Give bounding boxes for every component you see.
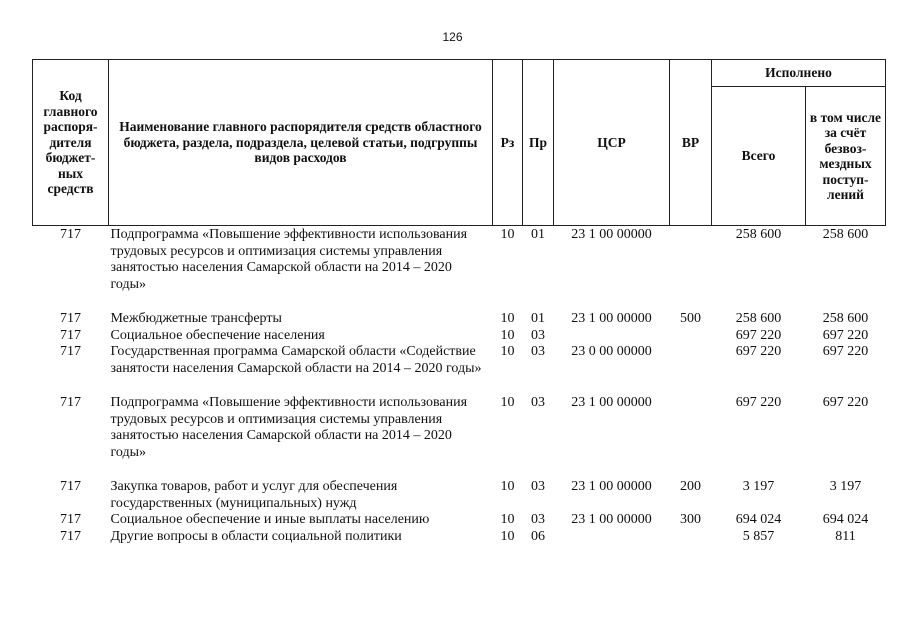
table-row: [33, 226, 886, 312]
cell-rz: 10: [500, 479, 515, 494]
cell-total: 5 857: [742, 528, 775, 544]
cell-csr: [554, 328, 670, 345]
cell-code: 717: [60, 512, 81, 527]
cell-rz: 10: [500, 395, 515, 410]
cell-pr: 03: [531, 479, 545, 494]
cell-code: 717: [60, 395, 81, 410]
cell-total: 694 024: [735, 512, 782, 527]
cell-csr: 23 1 00 00000: [571, 512, 652, 527]
cell-name: Государственная программа Самарской области «Содействие занятости населения Самарской области на 2014 – 2020 годы»: [110, 344, 482, 376]
cell-total: 258 600: [735, 227, 782, 242]
cell-csr: [554, 529, 670, 546]
cell-name: Межбюджетные трансферты: [110, 311, 282, 326]
cell-gratuitous: 258 600: [822, 227, 869, 242]
table-row: [33, 479, 886, 512]
cell-name: Социальное обеспечение населения: [110, 327, 325, 343]
cell-csr: 23 0 00 00000: [571, 344, 652, 359]
cell-pr: 01: [531, 227, 545, 242]
cell-vr: [670, 226, 712, 312]
cell-pr: 01: [531, 311, 545, 326]
cell-name: Подпрограмма «Повышение эффективности использования трудовых ресурсов и оптимизация системы управления занятостью населения Самарской области на 2014 – 2020 годы»: [110, 395, 468, 460]
cell-csr: 23 1 00 00000: [571, 311, 652, 326]
cell-total: 258 600: [735, 311, 782, 326]
cell-vr: 300: [680, 512, 701, 527]
cell-pr: 03: [531, 344, 545, 359]
cell-vr: 200: [680, 479, 701, 494]
table-row: [33, 311, 886, 328]
cell-rz: 10: [500, 227, 515, 242]
cell-name: Социальное обеспечение и иные выплаты населению: [110, 512, 430, 527]
budget-table: [32, 59, 886, 545]
cell-total: 697 220: [735, 395, 782, 410]
header-pr: Пр: [523, 60, 554, 226]
header-total: Всего: [712, 87, 806, 226]
cell-rz: 10: [500, 327, 515, 343]
cell-total: 697 220: [735, 344, 782, 359]
cell-total: 3 197: [742, 479, 775, 494]
header-csr: ЦСР: [554, 60, 670, 226]
table-row: [33, 529, 886, 546]
cell-csr: 23 1 00 00000: [571, 479, 652, 494]
header-gratuitous: в том числе за счёт безвоз-мездных поступ-лений: [806, 87, 886, 226]
cell-csr: 23 1 00 00000: [571, 395, 652, 410]
cell-code: 717: [60, 479, 81, 494]
cell-gratuitous: 694 024: [822, 512, 869, 527]
cell-vr: [670, 344, 712, 395]
header-name: Наименование главного распорядителя средств областного бюджета, раздела, подраздела, целевой статьи, подгруппы видов расходов: [109, 60, 493, 226]
table-row: [33, 395, 886, 479]
cell-name: Закупка товаров, работ и услуг для обеспечения государственных (муниципальных) нужд: [110, 479, 398, 511]
header-code: Код главного распоря-дителя бюджет-ных средств: [33, 60, 109, 226]
header-executed: Исполнено: [712, 60, 886, 87]
cell-code: 717: [60, 327, 81, 343]
cell-code: 717: [60, 227, 81, 242]
cell-gratuitous: 697 220: [822, 395, 869, 410]
cell-code: 717: [60, 528, 81, 544]
cell-gratuitous: 697 220: [822, 327, 869, 343]
cell-vr: [670, 395, 712, 479]
cell-gratuitous: 697 220: [822, 344, 869, 359]
cell-gratuitous: 3 197: [829, 479, 862, 494]
cell-rz: 10: [500, 311, 515, 326]
page-number: 126: [442, 30, 463, 44]
cell-vr: 500: [680, 311, 701, 326]
header-vr: ВР: [670, 60, 712, 226]
table-row: [33, 328, 886, 345]
cell-rz: 10: [500, 512, 515, 527]
cell-csr: 23 1 00 00000: [571, 227, 652, 242]
cell-rz: 10: [500, 528, 515, 544]
cell-pr: 03: [531, 395, 545, 410]
cell-total: 697 220: [735, 327, 782, 343]
cell-name: Другие вопросы в области социальной политики: [110, 528, 402, 544]
cell-name: Подпрограмма «Повышение эффективности использования трудовых ресурсов и оптимизация системы управления занятостью населения Самарской области на 2014 – 2020 годы»: [110, 227, 468, 292]
cell-pr: 03: [531, 512, 545, 527]
cell-gratuitous: 811: [835, 528, 856, 544]
header-rz: Рз: [493, 60, 523, 226]
cell-vr: [670, 328, 712, 345]
table-row: [33, 512, 886, 529]
cell-gratuitous: 258 600: [822, 311, 869, 326]
cell-code: 717: [60, 311, 81, 326]
cell-pr: 06: [531, 528, 545, 544]
cell-pr: 03: [531, 327, 545, 343]
cell-rz: 10: [500, 344, 515, 359]
cell-code: 717: [60, 344, 81, 359]
table-row: [33, 344, 886, 395]
cell-vr: [670, 529, 712, 546]
